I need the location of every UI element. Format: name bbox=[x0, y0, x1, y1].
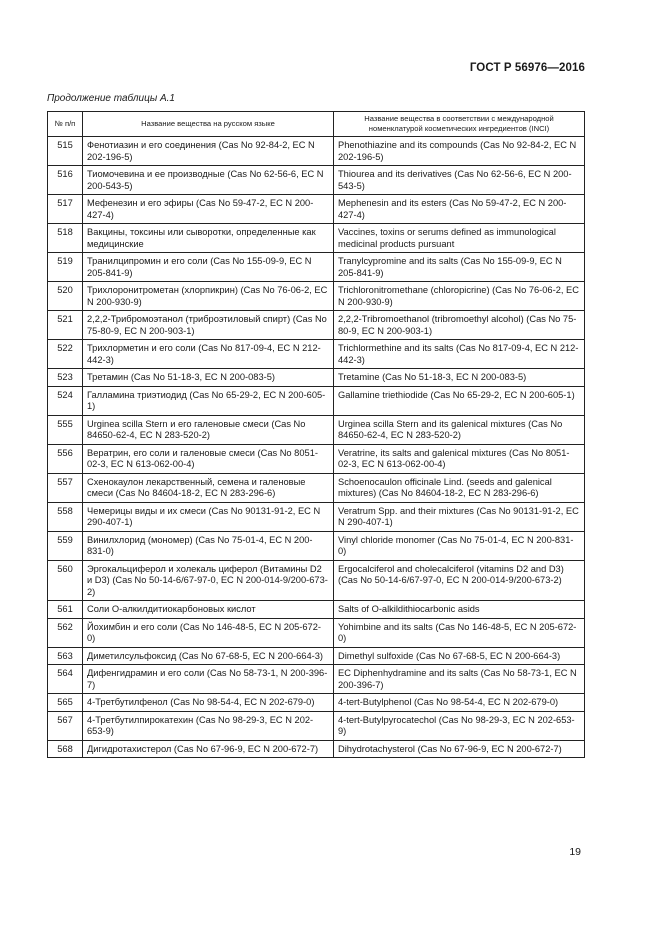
row-number-cell: 521 bbox=[48, 311, 83, 340]
row-number-cell: 562 bbox=[48, 618, 83, 647]
table-row bbox=[48, 282, 585, 311]
russian-name-cell: Трихлоронитрометан (хлорпикрин) (Cas No 76-06-2, EC N 200-930-9) bbox=[83, 282, 334, 311]
russian-name-cell: Диметилсульфоксид (Cas No 67-68-5, EC N 200-664-3) bbox=[83, 647, 334, 665]
russian-name-cell: Чемерицы виды и их смеси (Cas No 90131-91-2, EC N 290-407-1) bbox=[83, 502, 334, 531]
inci-name-cell: Tretamine (Cas No 51-18-3, EC N 200-083-5) bbox=[334, 369, 585, 387]
row-number-cell: 560 bbox=[48, 560, 83, 601]
russian-name-cell: Urginea scilla Stern и его галеновые смеси (Cas No 84650-62-4, EC N 283-520-2) bbox=[83, 415, 334, 444]
inci-name-cell: Trichlormethine and its salts (Cas No 817-09-4, EC N 212-442-3) bbox=[334, 340, 585, 369]
row-number-cell: 559 bbox=[48, 531, 83, 560]
russian-name-cell: Дигидротахистерол (Cas No 67-96-9, EC N 200-672-7) bbox=[83, 740, 334, 758]
russian-name-cell: Винилхлорид (мономер) (Cas No 75-01-4, EC N 200-831-0) bbox=[83, 531, 334, 560]
row-number-cell: 556 bbox=[48, 444, 83, 473]
page-number: 19 bbox=[569, 846, 581, 858]
inci-name-cell: Veratrum Spp. and their mixtures (Cas No 90131-91-2, EC N 290-407-1) bbox=[334, 502, 585, 531]
inci-name-cell: Mephenesin and its esters (Cas No 59-47-2, EC N 200-427-4) bbox=[334, 195, 585, 224]
row-number-cell: 516 bbox=[48, 166, 83, 195]
inci-name-cell: Schoenocaulon officinale Lind. (seeds and galenical mixtures) (Cas No 84604-18-2, EC N 283-296-6) bbox=[334, 473, 585, 502]
inci-name-cell: EC Diphenhydramine and its salts (Cas No 58-73-1, EC N 200-396-7) bbox=[334, 665, 585, 694]
russian-name-cell: Трихлорметин и его соли (Cas No 817-09-4, EC N 212-442-3) bbox=[83, 340, 334, 369]
russian-name-cell: Схенокаулон лекарственный, семена и галеновые смеси (Cas No 84604-18-2, EC N 283-296-6) bbox=[83, 473, 334, 502]
russian-name-cell: Фенотиазин и его соединения (Cas No 92-84-2, EC N 202-196-5) bbox=[83, 137, 334, 166]
inci-name-cell: 4-tert-Butylpyrocatechol (Cas No 98-29-3, EC N 202-653-9) bbox=[334, 711, 585, 740]
table-row bbox=[48, 444, 585, 473]
table-row bbox=[48, 340, 585, 369]
header-num: № п/п bbox=[48, 112, 83, 137]
inci-name-cell: Phenothiazine and its compounds (Cas No 92-84-2, EC N 202-196-5) bbox=[334, 137, 585, 166]
inci-name-cell: Yohimbine and its salts (Cas No 146-48-5, EC N 205-672-0) bbox=[334, 618, 585, 647]
russian-name-cell: 4-Третбутилпирокатехин (Cas No 98-29-3, EC N 202-653-9) bbox=[83, 711, 334, 740]
inci-name-cell: Vinyl chloride monomer (Cas No 75-01-4, EC N 200-831-0) bbox=[334, 531, 585, 560]
table-row bbox=[48, 386, 585, 415]
inci-name-cell: Ergocalciferol and cholecalciferol (vitamins D2 and D3) (Cas No 50-14-6/67-97-0, EC N 200-014-9/200-673-2) bbox=[334, 560, 585, 601]
table-row bbox=[48, 473, 585, 502]
russian-name-cell: 2,2,2-Трибромоэтанол (триброэтиловый спирт) (Cas No 75-80-9, EC N 200-903-1) bbox=[83, 311, 334, 340]
row-number-cell: 565 bbox=[48, 694, 83, 712]
russian-name-cell: Йохимбин и его соли (Cas No 146-48-5, EC N 205-672-0) bbox=[83, 618, 334, 647]
table-row bbox=[48, 166, 585, 195]
inci-name-cell: Urginea scilla Stern and its galenical mixtures (Cas No 84650-62-4, EC N 283-520-2) bbox=[334, 415, 585, 444]
table-row bbox=[48, 560, 585, 601]
table-row bbox=[48, 253, 585, 282]
row-number-cell: 515 bbox=[48, 137, 83, 166]
inci-name-cell: 4-tert-Butylphenol (Cas No 98-54-4, EC N 202-679-0) bbox=[334, 694, 585, 712]
table-row bbox=[48, 694, 585, 712]
row-number-cell: 518 bbox=[48, 224, 83, 253]
header-inci-name: Название вещества в соответствии с международной номенклатурой косметических ингредиентов (INCI) bbox=[334, 112, 585, 137]
inci-name-cell: Trichloronitromethane (chloropicrine) (Cas No 76-06-2, EC N 200-930-9) bbox=[334, 282, 585, 311]
inci-name-cell: Tranylcypromine and its salts (Cas No 155-09-9, EC N 205-841-9) bbox=[334, 253, 585, 282]
table-row bbox=[48, 311, 585, 340]
table-row bbox=[48, 224, 585, 253]
inci-name-cell: Vaccines, toxins or serums defined as immunological medicinal products pursuant bbox=[334, 224, 585, 253]
row-number-cell: 564 bbox=[48, 665, 83, 694]
row-number-cell: 555 bbox=[48, 415, 83, 444]
table-row bbox=[48, 369, 585, 387]
inci-name-cell: Salts of O-alkildithiocarbonic asids bbox=[334, 601, 585, 619]
header-russian-name: Название вещества на русском языке bbox=[83, 112, 334, 137]
table-row bbox=[48, 195, 585, 224]
table-header-row bbox=[48, 112, 585, 137]
row-number-cell: 517 bbox=[48, 195, 83, 224]
russian-name-cell: Вакцины, токсины или сыворотки, определенные как медицинские bbox=[83, 224, 334, 253]
table-row bbox=[48, 502, 585, 531]
inci-name-cell: Dihydrotachysterol (Cas No 67-96-9, EC N 200-672-7) bbox=[334, 740, 585, 758]
russian-name-cell: Вератрин, его соли и галеновые смеси (Cas No 8051-02-3, EC N 613-062-00-4) bbox=[83, 444, 334, 473]
table-row bbox=[48, 137, 585, 166]
row-number-cell: 561 bbox=[48, 601, 83, 619]
inci-name-cell: Thiourea and its derivatives (Cas No 62-56-6, EC N 200-543-5) bbox=[334, 166, 585, 195]
table-row bbox=[48, 531, 585, 560]
row-number-cell: 567 bbox=[48, 711, 83, 740]
row-number-cell: 524 bbox=[48, 386, 83, 415]
russian-name-cell: Третамин (Cas No 51-18-3, EC N 200-083-5) bbox=[83, 369, 334, 387]
table-row bbox=[48, 665, 585, 694]
row-number-cell: 563 bbox=[48, 647, 83, 665]
russian-name-cell: Транилципромин и его соли (Cas No 155-09-9, EC N 205-841-9) bbox=[83, 253, 334, 282]
row-number-cell: 558 bbox=[48, 502, 83, 531]
table-caption: Продолжение таблицы А.1 bbox=[47, 93, 175, 104]
russian-name-cell: 4-Третбутилфенол (Cas No 98-54-4, EC N 202-679-0) bbox=[83, 694, 334, 712]
row-number-cell: 557 bbox=[48, 473, 83, 502]
substances-table bbox=[47, 111, 585, 758]
row-number-cell: 568 bbox=[48, 740, 83, 758]
row-number-cell: 520 bbox=[48, 282, 83, 311]
russian-name-cell: Эргокальциферол и холекаль циферол (Витамины D2 и D3) (Cas No 50-14-6/67-97-0, EC N 200-014-9/200-673-2) bbox=[83, 560, 334, 601]
russian-name-cell: Мефенезин и его эфиры (Cas No 59-47-2, EC N 200-427-4) bbox=[83, 195, 334, 224]
table-row bbox=[48, 601, 585, 619]
inci-name-cell: Veratrine, its salts and galenical mixtures (Cas No 8051-02-3, EC N 613-062-00-4) bbox=[334, 444, 585, 473]
table-row bbox=[48, 711, 585, 740]
russian-name-cell: Галламина триэтиодид (Cas No 65-29-2, EC N 200-605-1) bbox=[83, 386, 334, 415]
table-body bbox=[48, 137, 585, 758]
table-row bbox=[48, 415, 585, 444]
row-number-cell: 522 bbox=[48, 340, 83, 369]
russian-name-cell: Тиомочевина и ее производные (Cas No 62-56-6, EC N 200-543-5) bbox=[83, 166, 334, 195]
russian-name-cell: Дифенгидрамин и его соли (Cas No 58-73-1, N 200-396-7) bbox=[83, 665, 334, 694]
standard-header: ГОСТ Р 56976—2016 bbox=[469, 62, 585, 74]
russian-name-cell: Соли О-алкилдитиокарбоновых кислот bbox=[83, 601, 334, 619]
inci-name-cell: Dimethyl sulfoxide (Cas No 67-68-5, EC N 200-664-3) bbox=[334, 647, 585, 665]
inci-name-cell: Gallamine triethiodide (Cas No 65-29-2, EC N 200-605-1) bbox=[334, 386, 585, 415]
row-number-cell: 523 bbox=[48, 369, 83, 387]
table-row bbox=[48, 618, 585, 647]
row-number-cell: 519 bbox=[48, 253, 83, 282]
table-row bbox=[48, 647, 585, 665]
table-row bbox=[48, 740, 585, 758]
inci-name-cell: 2,2,2-Tribromoethanol (tribromoethyl alcohol) (Cas No 75-80-9, EC N 200-903-1) bbox=[334, 311, 585, 340]
